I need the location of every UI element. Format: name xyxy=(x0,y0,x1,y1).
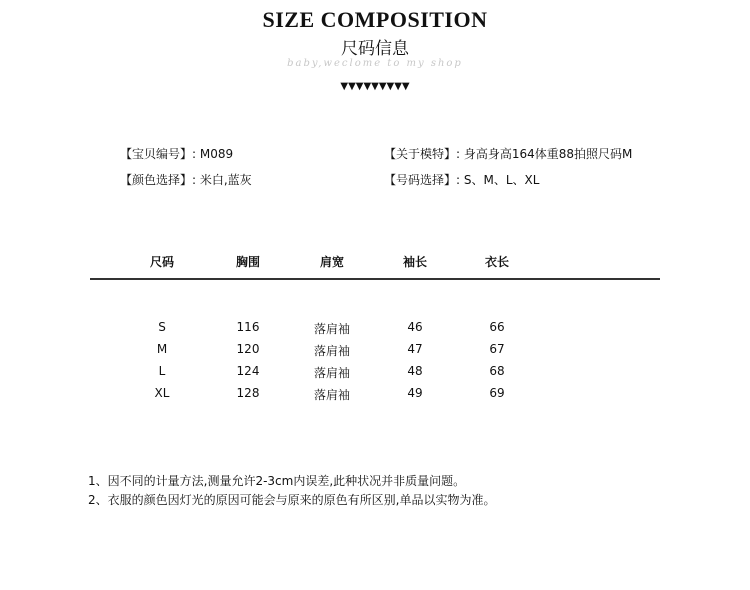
table-header-size: 尺码 xyxy=(149,255,174,269)
table-cell: XL xyxy=(154,386,170,400)
table-cell: 67 xyxy=(489,342,505,356)
info-colors: 【颜色选择】: 米白,蓝灰 xyxy=(120,173,252,187)
table-header-chest: 胸围 xyxy=(235,255,260,269)
table-header-length: 衣长 xyxy=(484,255,509,269)
table-cell: M xyxy=(156,342,168,356)
table-cell: 66 xyxy=(489,320,505,334)
table-divider xyxy=(90,278,660,280)
table-cell: 落肩袖 xyxy=(313,322,350,336)
table-cell: 49 xyxy=(407,386,423,400)
shop-tagline: baby,weclome to my shop xyxy=(287,58,463,69)
table-cell: 46 xyxy=(407,320,423,334)
info-item-number: 【宝贝编号】: M089 xyxy=(120,147,234,161)
table-cell: 124 xyxy=(236,364,260,378)
triangle-divider-icon: ▼▼▼▼▼▼▼▼▼ xyxy=(340,81,410,92)
table-cell: 48 xyxy=(407,364,423,378)
table-cell: 68 xyxy=(489,364,505,378)
note-color: 2、衣服的颜色因灯光的原因可能会与原来的原色有所区别,单品以实物为准。 xyxy=(88,493,496,507)
table-cell: L xyxy=(158,364,166,378)
table-cell: 116 xyxy=(236,320,260,334)
table-header-sleeve: 袖长 xyxy=(402,255,427,269)
page-subtitle: 尺码信息 xyxy=(341,39,409,59)
table-cell: 128 xyxy=(236,386,260,400)
table-cell: 落肩袖 xyxy=(313,366,350,380)
table-cell: 47 xyxy=(407,342,423,356)
note-measurement: 1、因不同的计量方法,测量允许2-3cm内误差,此种状况并非质量问题。 xyxy=(88,474,466,488)
page-title: SIZE COMPOSITION xyxy=(262,7,488,32)
table-cell: 69 xyxy=(489,386,505,400)
table-cell: S xyxy=(158,320,166,334)
table-cell: 落肩袖 xyxy=(313,388,350,402)
table-header-shoulder: 肩宽 xyxy=(319,255,344,269)
info-model: 【关于模特】: 身高身高164体重88拍照尺码M xyxy=(384,147,633,161)
table-cell: 120 xyxy=(236,342,260,356)
table-cell: 落肩袖 xyxy=(313,344,350,358)
info-sizes: 【号码选择】: S、M、L、XL xyxy=(384,173,540,187)
